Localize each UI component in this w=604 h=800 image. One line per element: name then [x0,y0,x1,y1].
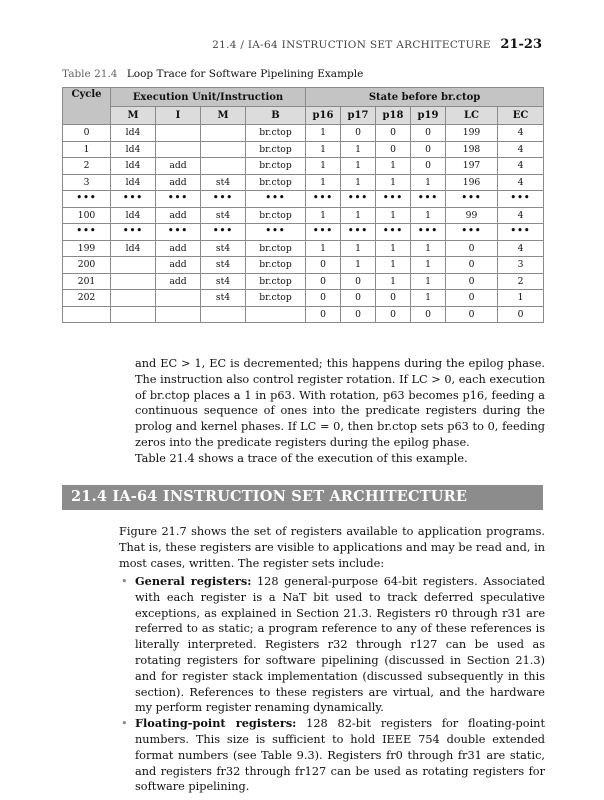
table-cell: 1 [411,240,446,257]
table-cell: st4 [201,257,246,274]
paragraph-epilog: and EC > 1, EC is decremented; this happens during the epilog phase. The instruction also control register rotation. If LC > 0, each execution of br.ctop places a 1 in p63. With rotation, p63 becomes p16, feeding a continuous sequence of ones into the predicate registers during the prolog and kernel phases. If LC = 0, then br.ctop sets p63 to 0, feeding zeros into the predicate registers during the epilog phase. [135,357,545,449]
table-cell: 2 [63,158,111,175]
table-cell: 0 [446,240,498,257]
table-cell: ••• [156,224,201,241]
list-item-text: 128 general-purpose 64-bit registers. Associated with each register is a NaT bit used to track deferred speculative exceptions, as explained in Section 21.3. Registers r0 through r31 are referred to as static; a program reference to any of these references is literally interpreted. Registers r32 through r127 can be used as rotating registers for software pipelining (discussed in Section 21.3) and for register stack implementation (discussed subsequently in this section). References to these registers are virtual, and the hardware my perform register renaming dynamically. [135,575,545,715]
table-cell: ld4 [111,174,156,191]
table-cell: 0 [376,141,411,158]
sub-header: M [111,107,156,125]
table-cell: ••• [498,224,544,241]
table-cell: 197 [446,158,498,175]
table-cell [201,141,246,158]
bullet-icon: • [121,717,128,731]
table-cell: 198 [446,141,498,158]
table-cell: 0 [306,306,341,323]
table-cell: 99 [446,207,498,224]
table-cell: 1 [376,174,411,191]
list-item-text: 128 82-bit registers for floating-point numbers. This size is sufficient to hold IEEE 754 double extended format numbers (see Table 9.3). Registers fr0 through fr31 are static, and registers fr32 through fr127 can be used as rotating registers for software pipelining. [135,717,545,794]
loop-trace-table [62,87,544,323]
table-cell: st4 [201,240,246,257]
table-cell: ••• [498,191,544,208]
table-cell: 1 [411,273,446,290]
table-cell: 2 [498,273,544,290]
table-cell: 0 [341,273,376,290]
table-cell: 0 [446,273,498,290]
table-cell: br.ctop [246,240,306,257]
table-cell [111,290,156,307]
table-row [63,174,544,191]
table-cell: add [156,207,201,224]
table-cell: ld4 [111,158,156,175]
table-cell: 4 [498,240,544,257]
table-cell: ••• [376,224,411,241]
table-cell: 4 [498,174,544,191]
table-cell: 0 [446,306,498,323]
table-cell: ••• [341,191,376,208]
table-cell: add [156,240,201,257]
table-cell: 1 [341,240,376,257]
table-cell: 4 [498,125,544,142]
table-cell: 0 [498,306,544,323]
table-cell: 1 [376,207,411,224]
table-cell [156,125,201,142]
section-heading: 21.4 IA-64 INSTRUCTION SET ARCHITECTURE [71,488,468,505]
table-cell: 1 [306,240,341,257]
table-cell: st4 [201,273,246,290]
sub-header: B [246,107,306,125]
group-header-row [63,88,544,107]
table-caption [62,68,363,80]
register-list [119,574,545,795]
table-row [63,141,544,158]
table-cell [201,158,246,175]
table-cell: 1 [376,273,411,290]
table-cell: add [156,174,201,191]
bullet-icon: • [121,575,128,588]
table-cell: 100 [63,207,111,224]
table-cell: 4 [498,158,544,175]
header-state: State before br.ctop [306,88,544,107]
table-cell [246,306,306,323]
table-cell [156,141,201,158]
table-cell [111,273,156,290]
sub-header: p19 [411,107,446,125]
table-cell: ••• [306,191,341,208]
table-cell: br.ctop [246,125,306,142]
table-cell: ••• [411,191,446,208]
table-cell: br.ctop [246,141,306,158]
table-cell: 0 [376,290,411,307]
table-cell: 0 [376,125,411,142]
running-title: 21.4 / IA-64 INSTRUCTION SET ARCHITECTURE [212,39,491,51]
table-cell: 0 [411,158,446,175]
table-cell: 0 [306,290,341,307]
sub-header: p18 [376,107,411,125]
table-cell: ••• [306,224,341,241]
table-title: Loop Trace for Software Pipelining Example [126,68,364,80]
table-cell: 0 [341,306,376,323]
table-cell: ••• [63,224,111,241]
table-cell: ••• [246,191,306,208]
table-cell: 1 [341,174,376,191]
section-heading-bar [62,485,543,510]
table-cell: ld4 [111,240,156,257]
sub-header: p16 [306,107,341,125]
sub-header: M [201,107,246,125]
table-cell: br.ctop [246,273,306,290]
sub-header-row [63,107,544,125]
paragraph-register-intro: Figure 21.7 shows the set of registers available to application programs. That is, these registers are visible to applications and may be read and, in most cases, written. The register sets include: [119,525,545,570]
table-cell: br.ctop [246,290,306,307]
table-cell: 1 [411,174,446,191]
table-cell: ld4 [111,125,156,142]
table-cell: 0 [306,257,341,274]
table-cell [156,290,201,307]
list-item-term: General registers: [135,574,252,588]
table-cell: 200 [63,257,111,274]
table-row [63,290,544,307]
table-cell: br.ctop [246,158,306,175]
table-cell: ••• [63,191,111,208]
table-label: Table 21.4 [62,68,118,80]
table-cell: st4 [201,290,246,307]
table-cell: 1 [376,240,411,257]
table-cell: ••• [446,191,498,208]
table-cell [201,306,246,323]
table-cell: 1 [341,257,376,274]
table-cell: 1 [306,125,341,142]
table-row [63,191,544,208]
table-cell: 0 [411,125,446,142]
page-number: 21-23 [500,37,542,52]
table-cell: 0 [306,273,341,290]
table-cell: 0 [446,290,498,307]
sub-header: I [156,107,201,125]
table-cell: ld4 [111,207,156,224]
table-cell: 199 [446,125,498,142]
table-row [63,207,544,224]
table-cell: 0 [341,125,376,142]
list-item [119,716,545,795]
table-cell [111,306,156,323]
table-cell: ••• [376,191,411,208]
table-cell: st4 [201,174,246,191]
table-cell: 4 [498,207,544,224]
table-cell: ••• [111,224,156,241]
sub-header: p17 [341,107,376,125]
table-cell: 0 [341,290,376,307]
table-row [63,257,544,274]
table-cell: ••• [201,224,246,241]
table-cell: add [156,158,201,175]
table-cell: add [156,273,201,290]
table-cell: ••• [201,191,246,208]
table-cell: 1 [306,174,341,191]
table-cell: ••• [446,224,498,241]
table-cell [156,306,201,323]
table-cell: 1 [411,207,446,224]
table-cell: 1 [306,158,341,175]
table-cell: ••• [111,191,156,208]
header-execution-unit: Execution Unit/Instruction [111,88,306,107]
table-cell: br.ctop [246,207,306,224]
list-item [119,574,545,716]
list-item-term: Floating-point registers: [135,716,297,731]
table-cell [63,306,111,323]
running-header [212,37,542,52]
header-cycle: Cycle [63,88,111,125]
table-cell: 202 [63,290,111,307]
table-cell: 0 [446,257,498,274]
table-cell: 0 [411,141,446,158]
table-cell: 1 [63,141,111,158]
table-cell: 1 [411,290,446,307]
table-row [63,240,544,257]
table-row [63,306,544,323]
sub-header: LC [446,107,498,125]
table-cell: 1 [341,158,376,175]
table-cell: 0 [376,306,411,323]
table-cell: 1 [376,158,411,175]
table-cell: ••• [246,224,306,241]
table-cell: ld4 [111,141,156,158]
table-cell: ••• [341,224,376,241]
table-cell: 3 [498,257,544,274]
table-cell: 1 [376,257,411,274]
table-cell: 1 [341,141,376,158]
table-cell: br.ctop [246,257,306,274]
table-cell: 0 [63,125,111,142]
table-cell [111,257,156,274]
table-cell [201,125,246,142]
paragraph-trace-ref: Table 21.4 shows a trace of the execution of this example. [135,452,468,465]
table-cell: 3 [63,174,111,191]
table-cell: 1 [306,207,341,224]
table-row [63,224,544,241]
table-cell: 196 [446,174,498,191]
table-cell: 1 [498,290,544,307]
table-cell: ••• [411,224,446,241]
table-cell: 1 [306,141,341,158]
sub-header: EC [498,107,544,125]
table-cell: 199 [63,240,111,257]
table-row [63,273,544,290]
table-cell: 1 [341,207,376,224]
table-row [63,158,544,175]
table-cell: br.ctop [246,174,306,191]
table-cell: 4 [498,141,544,158]
table-cell: 0 [411,306,446,323]
table-cell: st4 [201,207,246,224]
table-cell: add [156,257,201,274]
table-cell: 201 [63,273,111,290]
table-cell: ••• [156,191,201,208]
table-row [63,125,544,142]
table-cell: 1 [411,257,446,274]
